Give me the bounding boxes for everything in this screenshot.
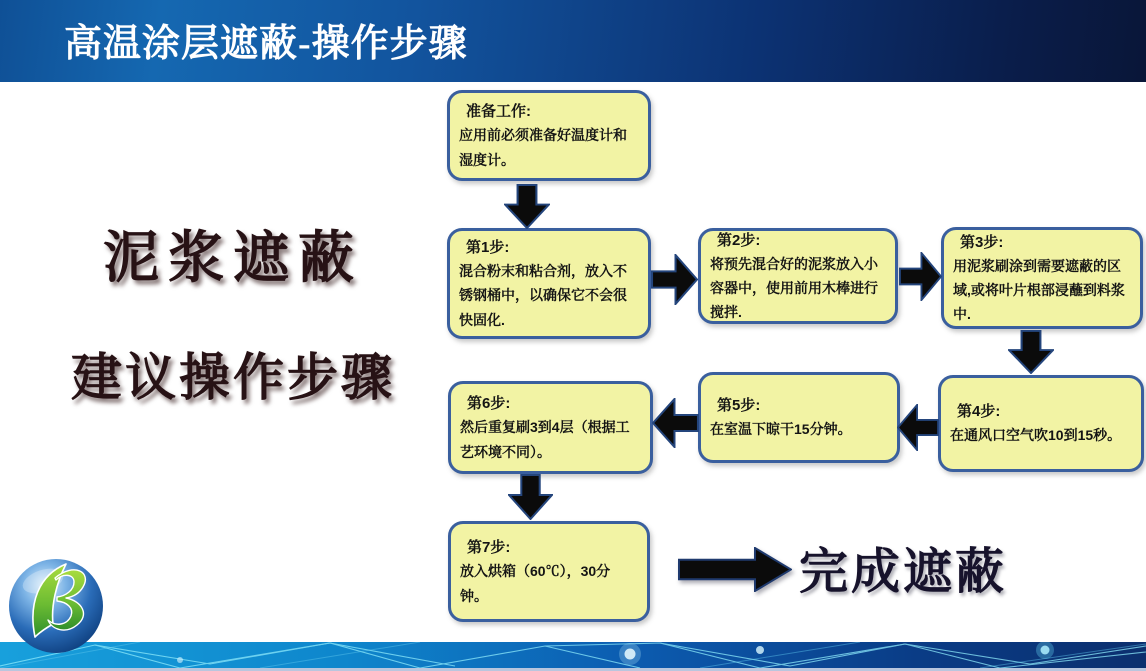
flow-box-body: 然后重复刷3到4层（根据工艺环境不同）。	[460, 419, 630, 460]
left-heading-line2: 建议操作步骤	[70, 351, 395, 407]
finish-label: 完成遮蔽	[799, 544, 1008, 599]
slide-header	[0, 0, 1146, 82]
flow-box-title: 第1步:	[466, 239, 510, 257]
flow-box-title: 第5步:	[717, 397, 761, 415]
arrow-down-icon	[504, 184, 550, 229]
arrow-left-icon	[652, 398, 699, 448]
flow-box-step1	[447, 228, 651, 339]
flow-box-step6	[448, 381, 653, 474]
arrow-right-icon	[651, 254, 698, 305]
arrow-right-icon	[899, 252, 942, 301]
flow-box-body: 用泥浆刷涂到需要遮蔽的区域,或将叶片根部浸蘸到料浆中.	[953, 257, 1125, 323]
flow-box-body: 在室温下晾干15分钟。	[710, 421, 852, 438]
yb-logo-icon	[6, 552, 106, 662]
flow-box-body: 放入烘箱（60℃），30分钟。	[460, 563, 611, 604]
flow-box-step2	[698, 228, 898, 324]
flow-box-title: 第2步:	[717, 231, 761, 249]
flow-box-step4	[938, 375, 1144, 472]
arrow-left-icon	[897, 404, 939, 451]
flow-box-title: 第7步:	[467, 539, 511, 557]
left-heading	[26, 214, 440, 410]
flow-box-body: 将预先混合好的泥浆放入小容器中，使用前用木棒进行搅拌.	[710, 255, 878, 321]
flow-box-step7	[448, 521, 650, 622]
flow-box-prep	[447, 90, 651, 181]
flow-box-step3	[941, 227, 1143, 329]
left-heading-line1: 泥浆遮蔽	[103, 228, 363, 290]
flow-box-title: 第3步:	[960, 233, 1004, 251]
flow-box-body: 在通风口空气吹10到15秒。	[950, 427, 1122, 444]
big-arrow-right-icon	[678, 547, 792, 592]
flow-box-step5	[698, 372, 900, 463]
flow-box-title: 第4步:	[957, 403, 1001, 421]
arrow-down-icon	[1008, 330, 1054, 374]
flow-box-title: 准备工作:	[466, 103, 531, 121]
page-title: 高温涂层遮蔽-操作步骤	[64, 23, 468, 65]
flow-box-title: 第6步:	[467, 395, 511, 413]
bottom-network-band	[0, 642, 1146, 668]
flow-box-body: 应用前必须准备好温度计和湿度计。	[459, 127, 627, 168]
flow-box-body: 混合粉末和粘合剂，放入不锈钢桶中，以确保它不会很快固化.	[459, 263, 627, 328]
arrow-down-icon	[508, 474, 553, 520]
